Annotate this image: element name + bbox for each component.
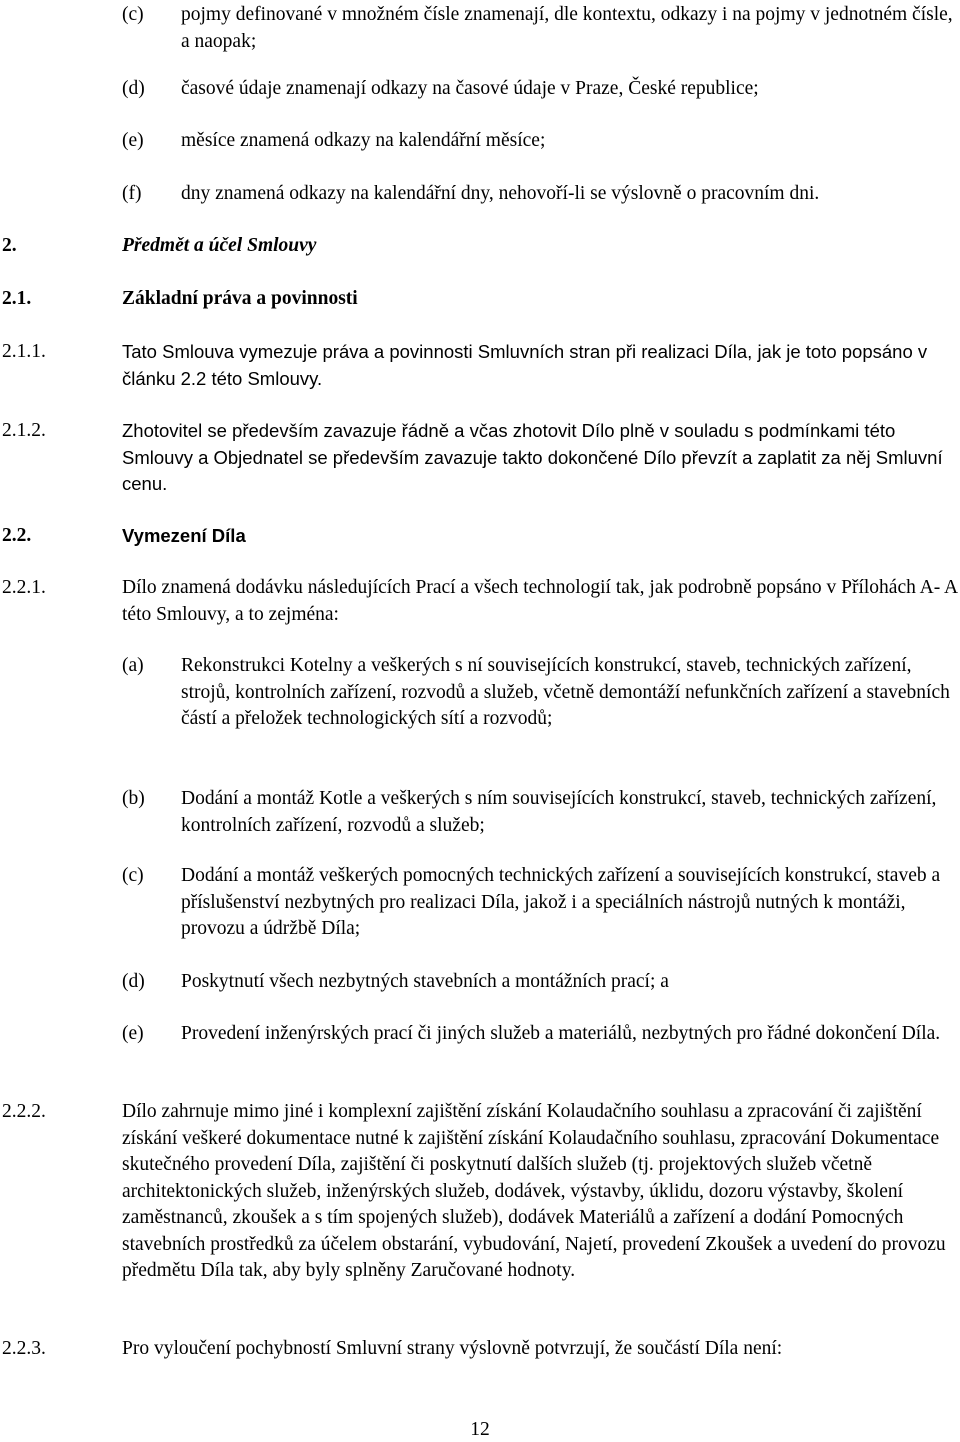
clause-number: 2.2.3.	[2, 1338, 46, 1359]
list-item-text: Poskytnutí všech nezbytných stavebních a montážních prací; a	[181, 971, 669, 992]
section-title: Předmět a účel Smlouvy	[122, 235, 317, 256]
clause-text: Dílo znamená dodávku následujících Prací a všech technologií tak, jak podrobně popsáno v Přílohách A- A této Smlouvy, a to zejména:	[122, 577, 958, 625]
list-item-text: časové údaje znamenají odkazy na časové údaje v Praze, České republice;	[181, 78, 759, 99]
clause-number: 2.2.2.	[2, 1101, 46, 1122]
list-label: (d)	[122, 971, 145, 992]
list-item-text: Dodání a montáž veškerých pomocných technických zařízení a souvisejících konstrukcí, staveb a příslušenství nezbytných pro realizaci Díla, jakož i a speciálních nástrojů nutných k montáži, provozu a údržbě Díla;	[181, 865, 941, 939]
list-item-text: Provedení inženýrských prací či jiných služeb a materiálů, nezbytných pro řádné dokončení Díla.	[181, 1023, 941, 1044]
subsection-number: 2.2.	[2, 525, 32, 546]
list-item-text: měsíce znamená odkazy na kalendářní měsíce;	[181, 130, 546, 151]
subsection-title: Základní práva a povinnosti	[122, 288, 358, 309]
section-number: 2.	[2, 235, 17, 256]
clause-text: Tato Smlouva vymezuje práva a povinnosti Smluvních stran při realizaci Díla, jak je toto popsáno v článku 2.2 této Smlouvy.	[122, 341, 928, 389]
list-item-text: Rekonstrukci Kotelny a veškerých s ní souvisejících konstrukcí, staveb, technických zařízení, strojů, kontrolních zařízení, rozvodů a služeb, včetně demontáží nefunkčních zařízení a stavebních částí a přeložek technologických sítí a rozvodů;	[181, 655, 950, 729]
clause-number: 2.2.1.	[2, 577, 46, 598]
list-label: (d)	[122, 78, 145, 99]
clause-number: 2.1.2.	[2, 420, 46, 441]
clause-number: 2.1.1.	[2, 341, 46, 362]
subsection-number: 2.1.	[2, 288, 32, 309]
clause-text: Zhotovitel se především zavazuje řádně a včas zhotovit Dílo plně v souladu s podmínkami této Smlouvy a Objednatel se především zavazuje takto dokončené Dílo převzít a zaplatit za něj Smluvní cenu.	[122, 420, 943, 494]
subsection-title: Vymezení Díla	[122, 525, 246, 546]
list-label: (a)	[122, 655, 144, 676]
clause-text: Pro vyloučení pochybností Smluvní strany výslovně potvrzují, že součástí Díla není:	[122, 1338, 783, 1359]
list-label: (c)	[122, 4, 144, 25]
list-label: (e)	[122, 130, 144, 151]
page-number: 12	[470, 1419, 490, 1440]
clause-text: Dílo zahrnuje mimo jiné i komplexní zajištění získání Kolaudačního souhlasu a zpracování či zajištění získání veškeré dokumentace nutné k zajištění získání Kolaudačního souhlasu, zpracování Dokumentace skutečného provedení Díla, zajištění či poskytnutí dalších služeb (tj. projektových služeb včetně architektonických služeb, inženýrských služeb, dodávek, výstavby, úklidu, dozoru výstavby, školení zaměstnanců, zkoušek a s tím spojených služeb), dodávek Materiálů a zařízení a dodání Pomocných stavebních prostředků za účelem obstarání, vybudování, Najetí, provedení Zkoušek a uvedení do provozu předmětu Díla tak, aby byly splněny Zaručované hodnoty.	[122, 1101, 946, 1281]
list-item-text: dny znamená odkazy na kalendářní dny, nehovoří-li se výslovně o pracovním dni.	[181, 183, 820, 204]
list-item-text: pojmy definované v množném čísle znamenají, dle kontextu, odkazy i na pojmy v jednotném čísle, a naopak;	[181, 4, 953, 52]
list-item-text: Dodání a montáž Kotle a veškerých s ním souvisejících konstrukcí, staveb, technických zařízení, kontrolních zařízení, rozvodů a služeb;	[181, 788, 937, 836]
list-label: (e)	[122, 1023, 144, 1044]
list-label: (f)	[122, 183, 142, 204]
list-label: (b)	[122, 788, 145, 809]
list-label: (c)	[122, 865, 144, 886]
